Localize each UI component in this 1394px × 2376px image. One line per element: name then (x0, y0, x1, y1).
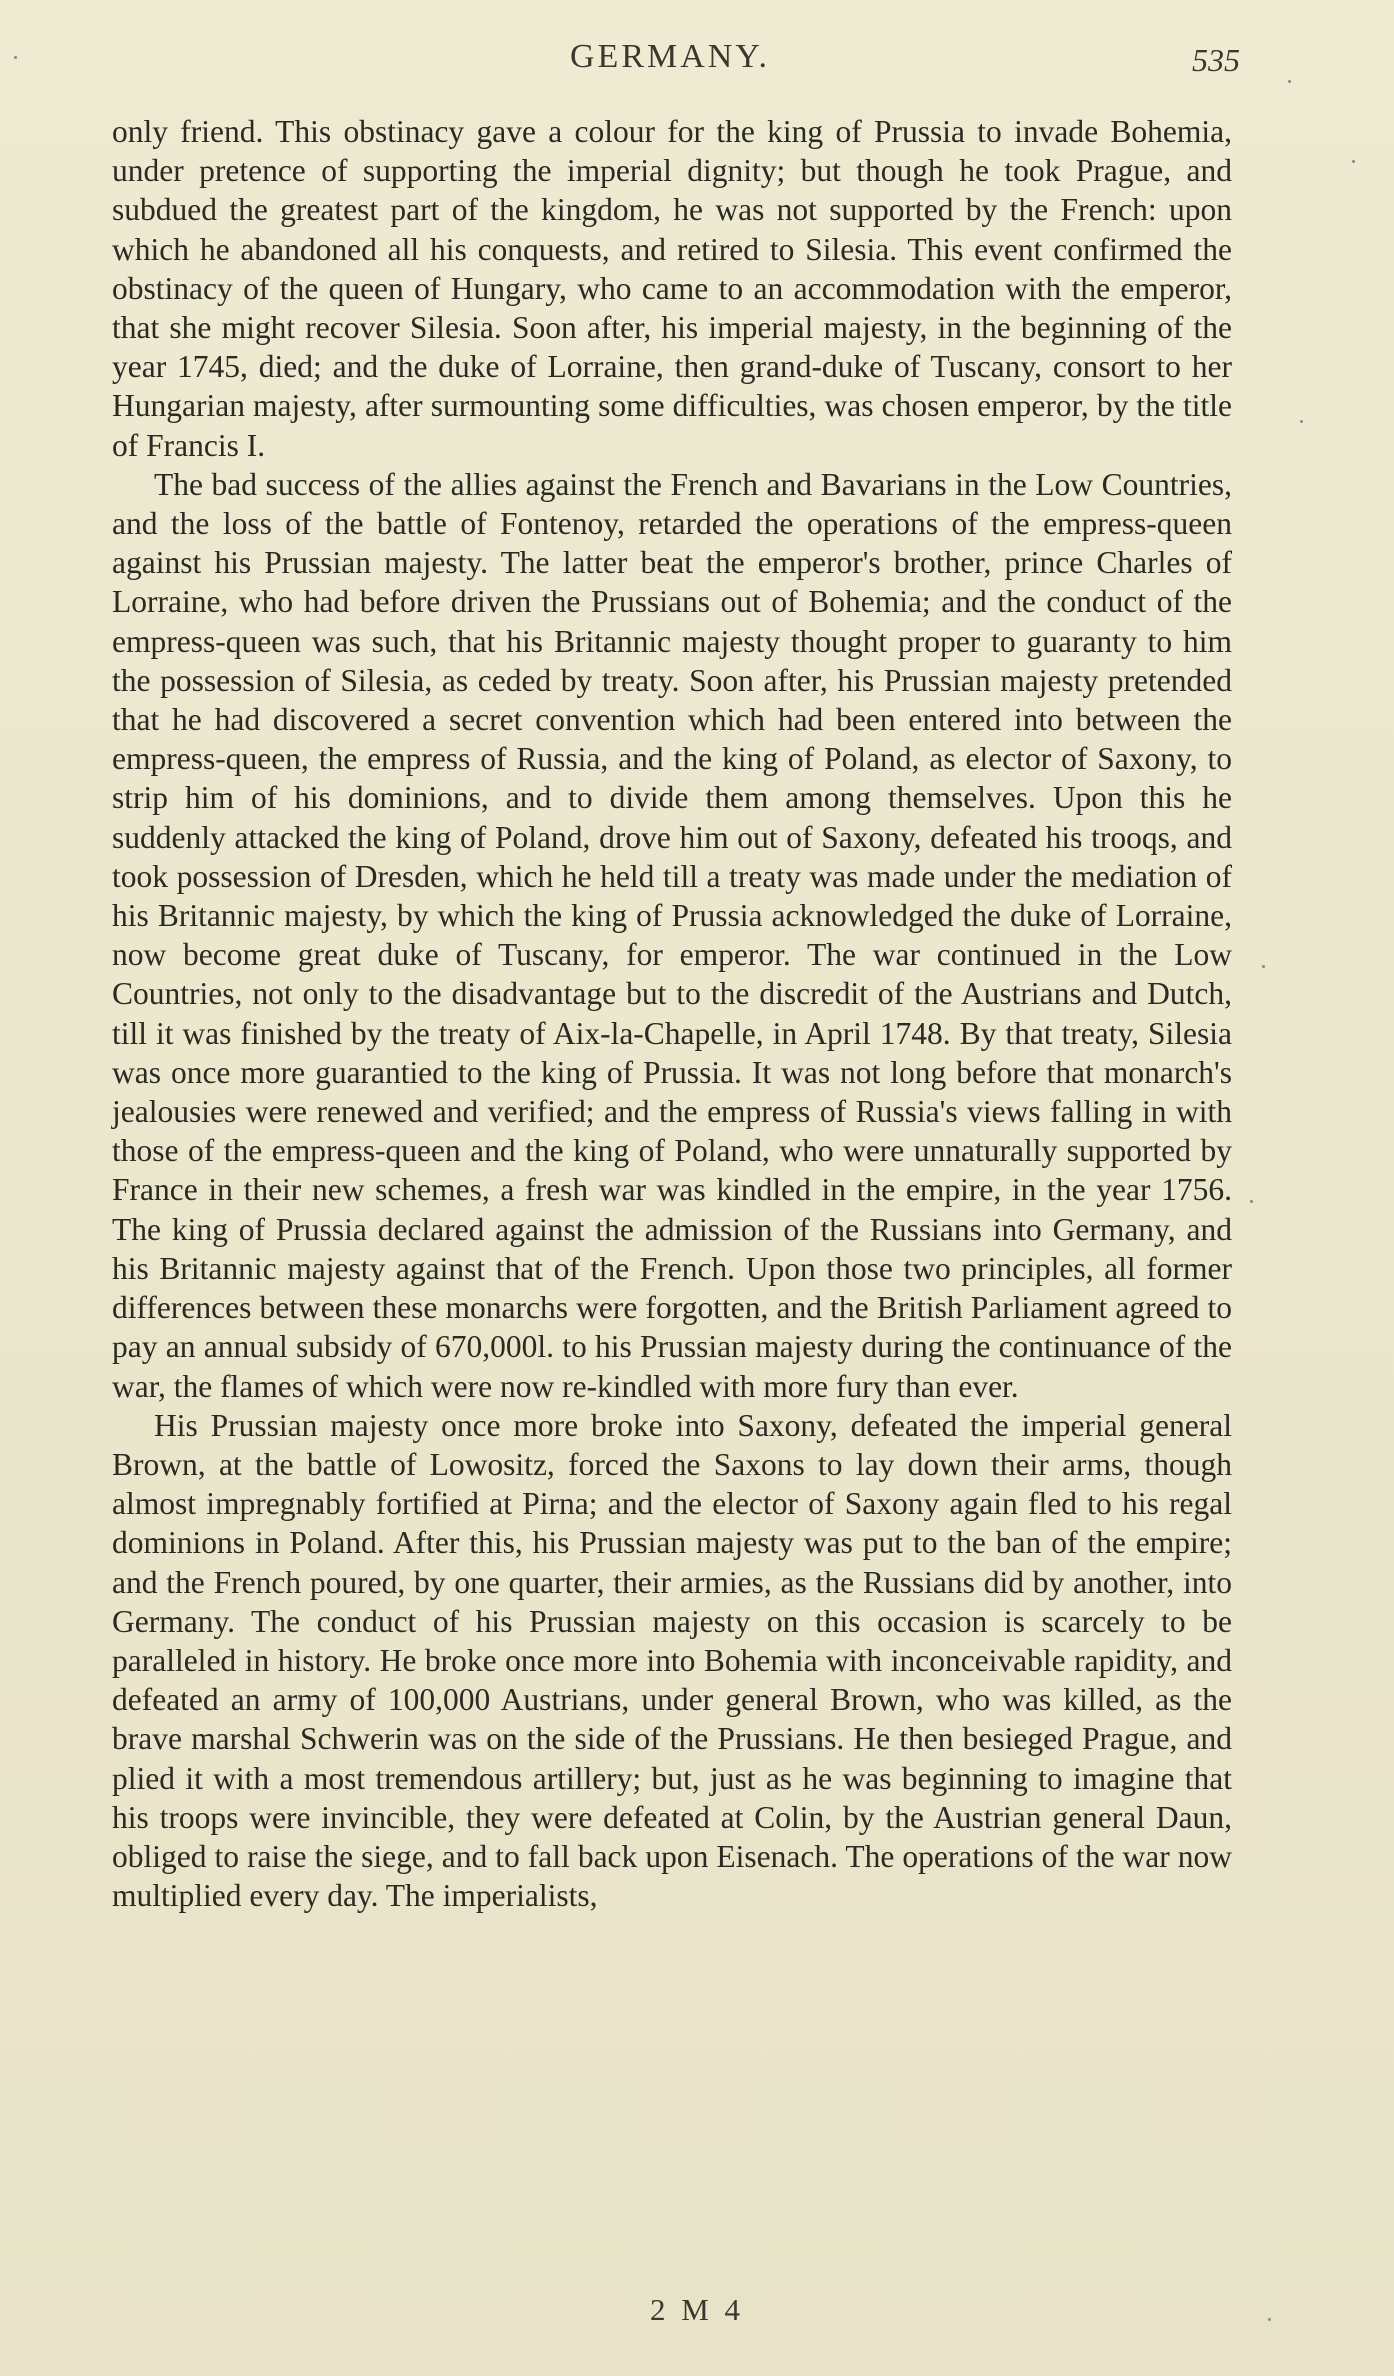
body-text (112, 112, 1232, 1915)
signature-mark: 2 M 4 (649, 2292, 745, 2327)
running-head (110, 38, 1240, 88)
paper-speck (1250, 1200, 1253, 1203)
paper-speck (1262, 965, 1265, 968)
paragraph-3: His Prussian majesty once more broke into Saxony, defeated the imperial general Brown, at the battle of Lowositz, forced the Saxons to lay down their arms, though almost impregnably fortified at Pirna; and the elector of Saxony again fled to his regal dominions in Poland. After this, his Prussian majesty was put to the ban of the empire; and the French poured, by one quarter, their armies, as the Russians did by another, into Germany. The conduct of his Prussian majesty on this occasion is scarcely to be paralleled in history. He broke once more into Bohemia with inconceivable rapidity, and defeated an army of 100,000 Austrians, under general Brown, who was killed, as the brave marshal Schwerin was on the side of the Prussians. He then besieged Prague, and plied it with a most tremendous artillery; but, just as he was beginning to imagine that his troops were invincible, they were defeated at Colin, by the Austrian general Daun, obliged to raise the siege, and to fall back upon Eisenach. The operations of the war now multiplied every day. The imperialists, (112, 1407, 1232, 1914)
running-title: GERMANY. (570, 38, 771, 75)
page-number: 535 (1192, 42, 1240, 78)
paragraph-1: only friend. This obstinacy gave a colour for the king of Prussia to invade Bohemia, under pretence of supporting the imperial dignity; but though he took Prague, and subdued the greatest part of the kingdom, he was not supported by the French: upon which he abandoned all his conquests, and retired to Silesia. This event confirmed the obstinacy of the queen of Hungary, who came to an accommodation with the emperor, that she might recover Silesia. Soon after, his imperial majesty, in the beginning of the year 1745, died; and the duke of Lorraine, then grand-duke of Tuscany, consort to her Hungarian majesty, after surmounting some difficulties, was chosen emperor, by the title of Francis I. (112, 114, 1232, 463)
paper-speck (14, 56, 17, 59)
paper-speck (1268, 2318, 1271, 2321)
paragraph-2: The bad success of the allies against the French and Bavarians in the Low Countries, and the loss of the battle of Fontenoy, retarded the operations of the empress-queen against his Prussian majesty. The latter beat the emperor's brother, prince Charles of Lorraine, who had before driven the Prussians out of Bohemia; and the conduct of the empress-queen was such, that his Britannic majesty thought proper to guaranty to him the possession of Silesia, as ceded by treaty. Soon after, his Prussian majesty pretended that he had discovered a secret convention which had been entered into between the empress-queen, the empress of Russia, and the king of Poland, as elector of Saxony, to strip him of his dominions, and to divide them among themselves. Upon this he suddenly attacked the king of Poland, drove him out of Saxony, defeated his trooqs, and took possession of Dresden, which he held till a treaty was made under the mediation of his Britannic majesty, by which the king of Prussia acknowledged the duke of Lorraine, now become great duke of Tuscany, for emperor. The war continued in the Low Countries, not only to the disadvantage but to the discredit of the Austrians and Dutch, till it was finished by the treaty of Aix-la-Chapelle, in April 1748. By that treaty, Silesia was once more guarantied to the king of Prussia. It was not long before that monarch's jealousies were renewed and verified; and the empress of Russia's views falling in with those of the empress-queen and the king of Poland, who were unnaturally supported by France in their new schemes, a fresh war was kindled in the empire, in the year 1756. The king of Prussia declared against the admission of the Russians into Germany, and his Britannic majesty against that of the French. Upon those two principles, all former differences between these monarchs were forgotten, and the British Parliament agreed to pay an annual subsidy of 670,000l. to his Prussian majesty during the continuance of the war, the flames of which were now re-kindled with more fury than ever. (112, 466, 1232, 1404)
paper-speck (1352, 160, 1355, 163)
paper-speck (1288, 80, 1291, 83)
paper-speck (1300, 420, 1303, 423)
